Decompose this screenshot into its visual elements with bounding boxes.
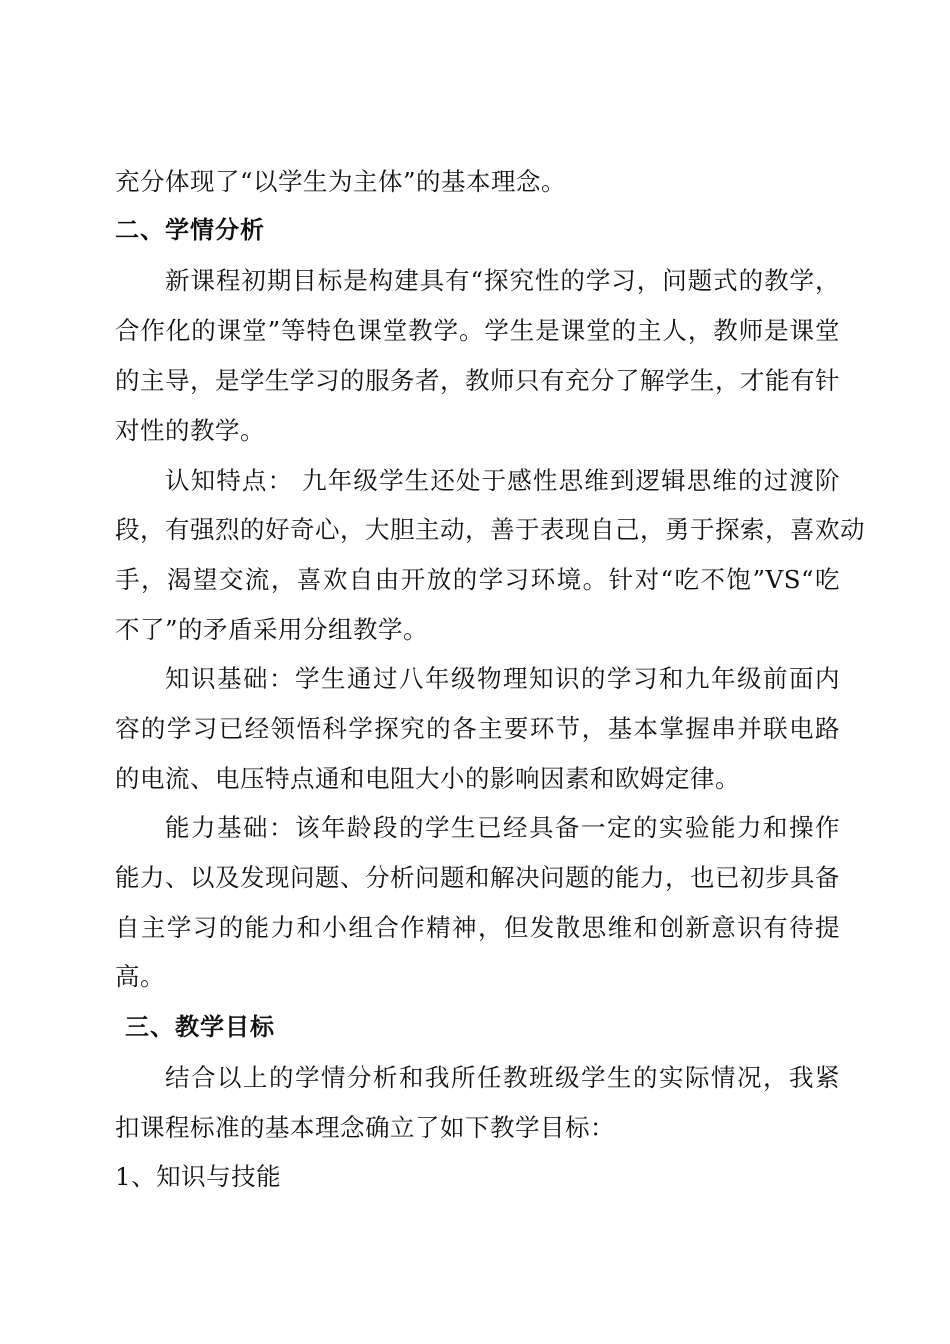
paragraph-line: 高。 xyxy=(115,962,165,991)
paragraph-line: 结合以上的学情分析和我所任教班级学生的实际情况，我紧 xyxy=(165,1063,840,1092)
paragraph-line: 能力基础：该年龄段的学生已经具备一定的实验能力和操作 xyxy=(165,813,840,842)
paragraph-line: 新课程初期目标是构建具有“探究性的学习，问题式的教学， xyxy=(165,266,840,295)
paragraph-line: 充分体现了“以学生为主体”的基本理念。 xyxy=(115,167,567,196)
paragraph-line: 知识基础：学生通过八年级物理知识的学习和九年级前面内 xyxy=(165,664,840,693)
paragraph-line: 容的学习已经领悟科学探究的各主要环节，基本掌握串并联电路 xyxy=(115,714,840,743)
section-heading-mubiao: 三、教学目标 xyxy=(125,1013,275,1041)
paragraph-line: 对性的教学。 xyxy=(115,416,265,445)
paragraph-line: 的电流、电压特点通和电阻大小的影响因素和欧姆定律。 xyxy=(115,764,740,793)
paragraph-line: 的主导，是学生学习的服务者，教师只有充分了解学生，才能有针 xyxy=(115,366,840,395)
paragraph-line: 能力、以及发现问题、分析问题和解决问题的能力，也已初步具备 xyxy=(115,863,840,892)
paragraph-line: 自主学习的能力和小组合作精神，但发散思维和创新意识有待提 xyxy=(115,913,840,942)
subsection-heading: 1、知识与技能 xyxy=(115,1162,282,1191)
paragraph-line: 手，渴望交流，喜欢自由开放的学习环境。针对“吃不饱”VS“吃 xyxy=(115,565,840,594)
paragraph-line: 不了”的矛盾采用分组教学。 xyxy=(115,615,429,644)
paragraph-line: 认知特点： 九年级学生还处于感性思维到逻辑思维的过渡阶 xyxy=(165,466,840,495)
section-heading-xueqing: 二、学情分析 xyxy=(115,216,265,244)
paragraph-line: 合作化的课堂”等特色课堂教学。学生是课堂的主人，教师是课堂 xyxy=(115,316,840,345)
paragraph-line: 扣课程标准的基本理念确立了如下教学目标： xyxy=(115,1113,615,1142)
paragraph-line: 段，有强烈的好奇心，大胆主动，善于表现自己，勇于探索，喜欢动 xyxy=(115,515,865,544)
